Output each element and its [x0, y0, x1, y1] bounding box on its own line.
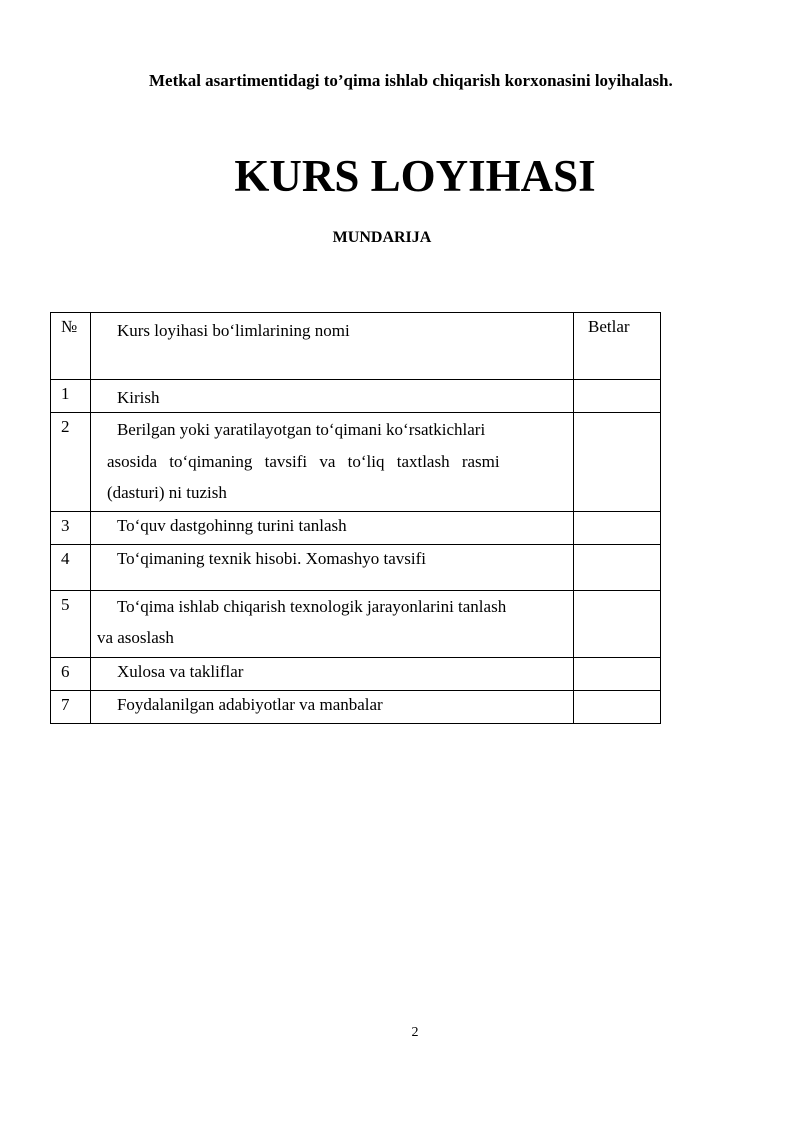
table-row	[51, 691, 661, 724]
header-section-name	[90, 313, 573, 380]
row-number: 5	[51, 591, 91, 658]
row-pages	[574, 545, 661, 591]
header-section-name-text: Kurs loyihasi bo‘limlarining nomi	[116, 321, 350, 340]
row-number: 1	[51, 380, 91, 413]
header-pages: Betlar	[574, 313, 661, 380]
row-section-name	[90, 413, 573, 512]
row-line: Berilgan yoki yaratilayotgan to‘qimani ko‘rsatkichlari	[116, 420, 486, 439]
row-line: Foydalanilgan adabiyotlar va manbalar	[116, 695, 383, 714]
row-number: 3	[51, 512, 91, 545]
document-title: KURS LOYIHASI	[234, 151, 596, 201]
table-row	[51, 658, 661, 691]
row-section-name	[90, 545, 573, 591]
row-section-name	[90, 691, 573, 724]
row-pages	[574, 591, 661, 658]
row-line: va asoslash	[96, 628, 174, 647]
table-header-row	[51, 313, 661, 380]
row-number: 2	[51, 413, 91, 512]
table-row	[51, 512, 661, 545]
row-line: To‘qima ishlab chiqarish texnologik jarayonlarini tanlash	[116, 597, 507, 616]
row-section-name	[90, 658, 573, 691]
row-number: 6	[51, 658, 91, 691]
header-number: №	[51, 313, 91, 380]
row-pages	[574, 512, 661, 545]
table-row	[51, 545, 661, 591]
row-line: (dasturi) ni tuzish	[106, 483, 227, 502]
row-line: Kirish	[116, 388, 160, 407]
table-row	[51, 380, 661, 413]
row-line: To‘qimaning texnik hisobi. Xomashyo tavsifi	[116, 549, 426, 568]
row-number: 4	[51, 545, 91, 591]
row-line: To‘quv dastgohinng turini tanlash	[116, 516, 347, 535]
table-row	[51, 591, 661, 658]
row-line: Xulosa va takliflar	[116, 662, 244, 681]
row-section-name	[90, 380, 573, 413]
document-subject: Metkal asartimentidagi to’qima ishlab chiqarish korxonasini loyihalash.	[149, 71, 673, 90]
row-pages	[574, 413, 661, 512]
row-number: 7	[51, 691, 91, 724]
row-pages	[574, 658, 661, 691]
table-of-contents	[50, 312, 661, 724]
table-row	[51, 413, 661, 512]
row-section-name	[90, 591, 573, 658]
row-pages	[574, 691, 661, 724]
page-number: 2	[411, 1025, 419, 1040]
row-line: asosida to‘qimaning tavsifi va to‘liq taxtlash rasmi	[106, 452, 500, 471]
table-of-contents-title: MUNDARIJA	[332, 229, 432, 246]
row-pages	[574, 380, 661, 413]
row-section-name	[90, 512, 573, 545]
